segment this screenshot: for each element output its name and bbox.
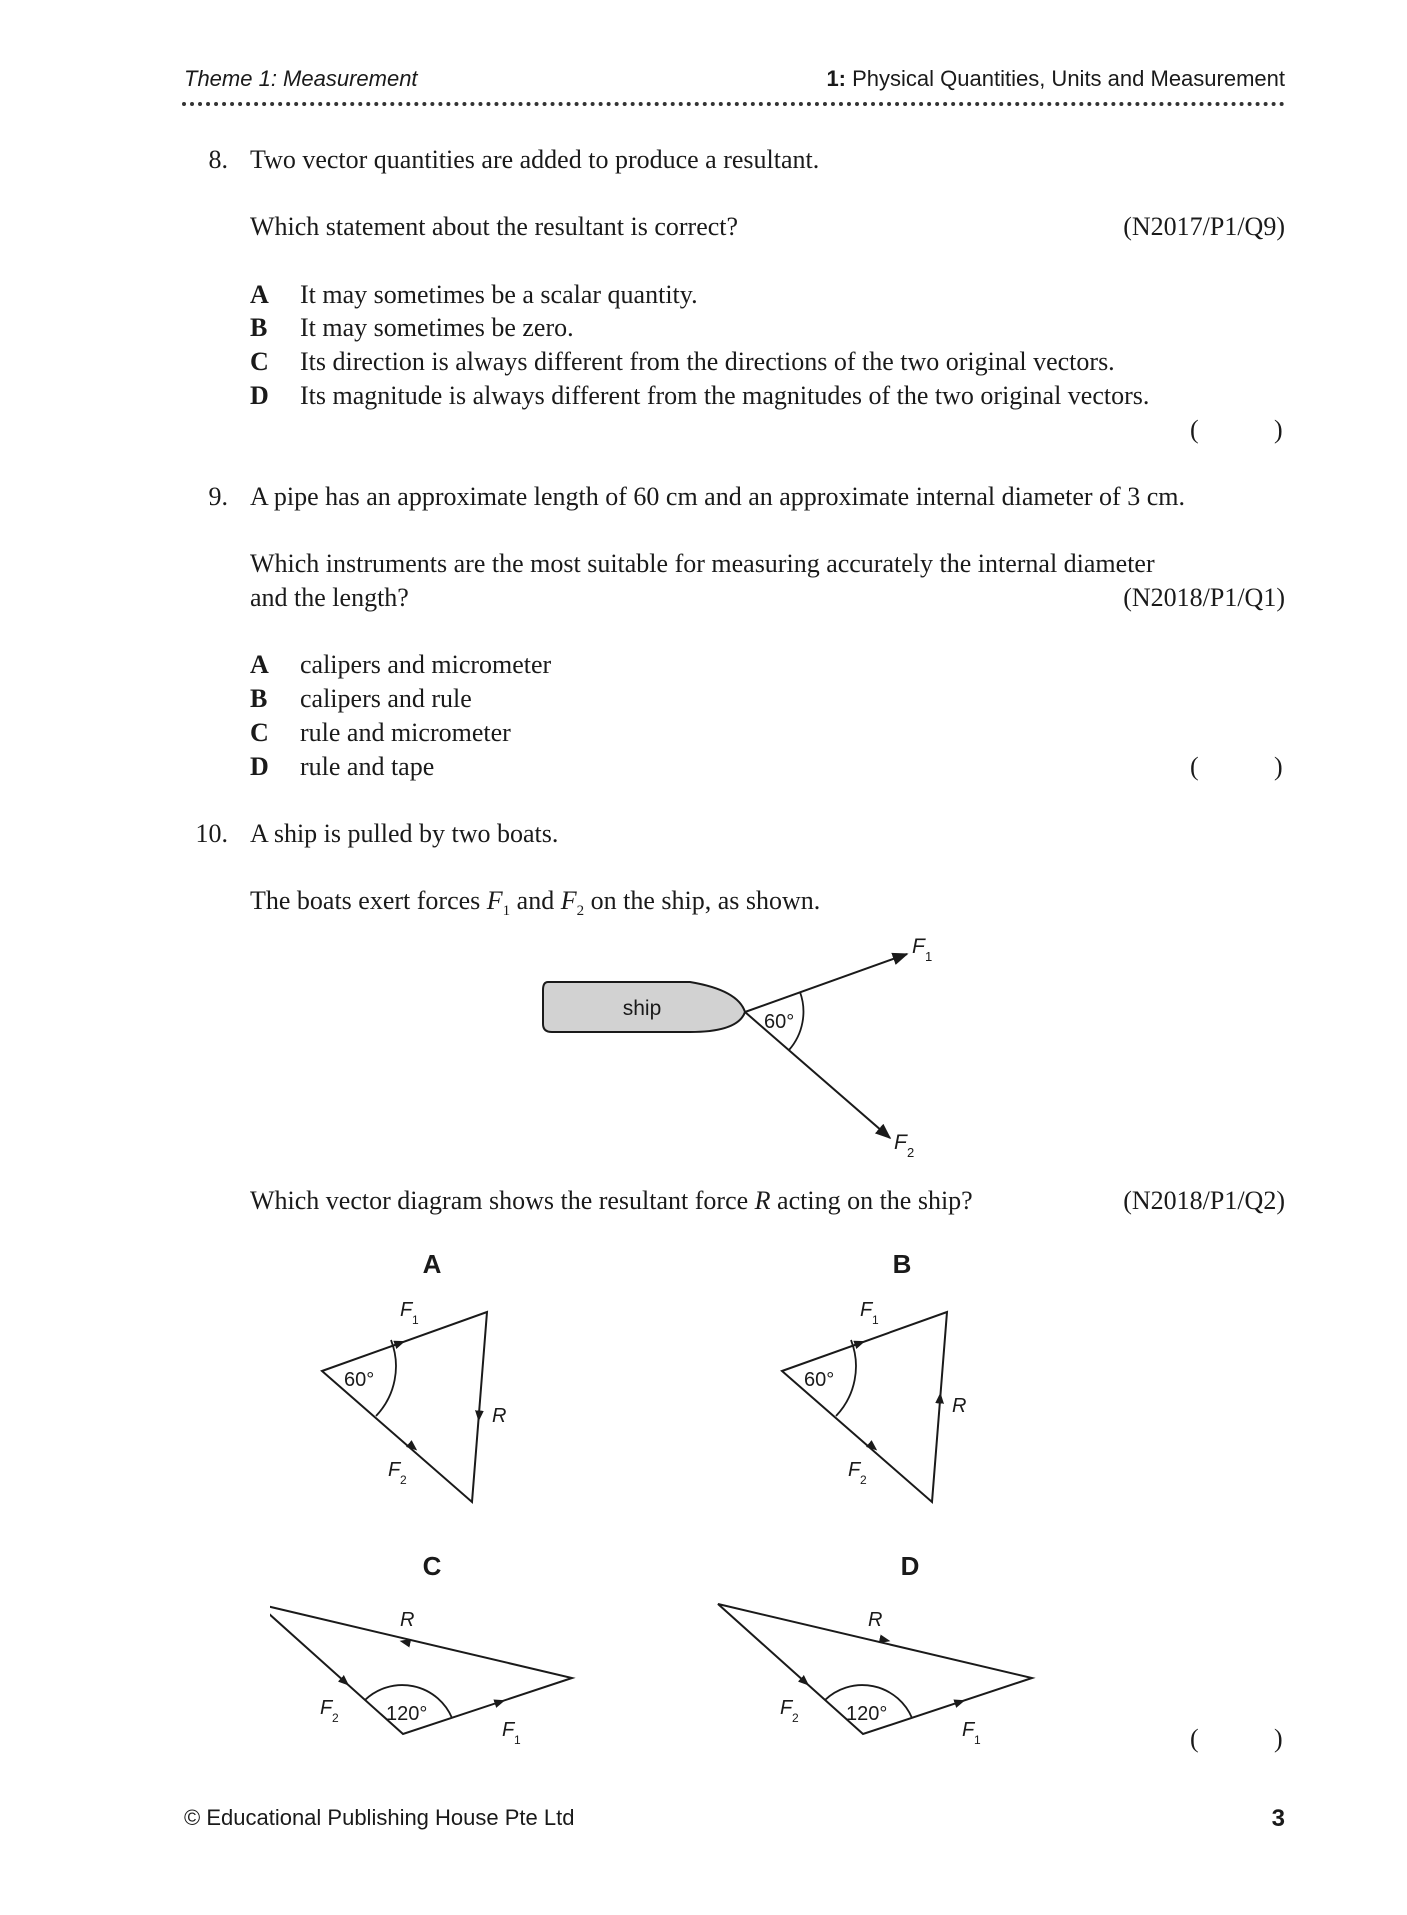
option-b-letter: B xyxy=(892,1249,912,1279)
question-9-number: 9. xyxy=(208,482,228,511)
option-c-angle: 120° xyxy=(386,1703,428,1725)
forces-post: on the ship, as shown. xyxy=(590,886,821,915)
option-d-angle: 120° xyxy=(846,1703,888,1725)
running-header-chapter xyxy=(826,66,1285,92)
vector-diagram-options xyxy=(270,1240,1090,1760)
q9-option-c-letter: C xyxy=(250,718,269,747)
answer-paren-open: ( xyxy=(1190,1724,1199,1753)
option-b-f1: F xyxy=(860,1299,873,1321)
q9-option-d-text[interactable]: rule and tape xyxy=(300,752,435,781)
angle-label-60: 60° xyxy=(764,1011,795,1033)
option-d-f2-sub: 2 xyxy=(792,1711,799,1725)
option-d-r: R xyxy=(868,1609,883,1631)
question-10-stem: A ship is pulled by two boats. xyxy=(250,819,559,848)
forces-and: and xyxy=(516,886,555,915)
option-c-f2: F xyxy=(320,1697,333,1719)
prompt-pre: Which vector diagram shows the resultant force xyxy=(250,1186,749,1215)
chapter-number: 1: xyxy=(826,66,846,91)
option-a-f1: F xyxy=(400,1299,413,1321)
question-10-prompt xyxy=(250,1186,973,1216)
answer-paren-close: ) xyxy=(1274,415,1283,444)
q8-option-d-text[interactable]: Its magnitude is always different from the magnitudes of the two original vectors. xyxy=(300,381,1150,410)
question-9-prompt-line1: Which instruments are the most suitable for measuring accurately the internal diameter xyxy=(250,549,1155,578)
option-a-diagram[interactable] xyxy=(322,1249,506,1502)
q8-answer-box[interactable] xyxy=(1190,415,1300,449)
q9-option-a-letter: A xyxy=(250,650,269,679)
page-number: 3 xyxy=(1271,1805,1285,1832)
option-c-f1: F xyxy=(502,1719,515,1741)
forces-pre: The boats exert forces xyxy=(250,886,481,915)
subscript-1: 1 xyxy=(502,903,511,919)
force-f1-arrow xyxy=(745,954,907,1012)
q9-option-c-text[interactable]: rule and micrometer xyxy=(300,718,511,747)
ship-label: ship xyxy=(622,997,662,1020)
header-divider xyxy=(182,102,1285,106)
option-b-f2: F xyxy=(848,1459,861,1481)
option-c-r: R xyxy=(400,1609,415,1631)
ship-force-diagram xyxy=(520,930,980,1180)
answer-paren-open: ( xyxy=(1190,752,1199,781)
q9-option-d-letter: D xyxy=(250,752,269,781)
force-f-symbol: F xyxy=(560,886,577,915)
q9-option-b-text[interactable]: calipers and rule xyxy=(300,684,472,713)
f2-label: F xyxy=(894,1131,907,1154)
option-c-letter: C xyxy=(422,1551,442,1581)
question-9-prompt-line2: and the length? xyxy=(250,583,409,612)
footer-copyright: © Educational Publishing House Pte Ltd xyxy=(184,1805,575,1830)
option-b-diagram[interactable] xyxy=(782,1249,966,1502)
q9-option-b-letter: B xyxy=(250,684,268,713)
question-8-stem: Two vector quantities are added to produce a resultant. xyxy=(250,145,820,174)
option-c-f2-sub: 2 xyxy=(332,1711,339,1725)
option-a-f1-sub: 1 xyxy=(412,1313,419,1327)
q8-option-a-text[interactable]: It may sometimes be a scalar quantity. xyxy=(300,280,698,309)
option-d-diagram[interactable] xyxy=(718,1551,1032,1747)
option-c-diagram[interactable] xyxy=(270,1551,572,1747)
option-b-f1-sub: 1 xyxy=(872,1313,879,1327)
f1-label: F xyxy=(912,935,925,958)
running-header-theme: Theme 1: Measurement xyxy=(184,66,418,91)
question-9-stem: A pipe has an approximate length of 60 cm and an approximate internal diameter of 3 cm. xyxy=(250,482,1185,511)
option-a-r: R xyxy=(492,1405,507,1427)
option-a-f2: F xyxy=(388,1459,401,1481)
q8-option-d-letter: D xyxy=(250,381,269,410)
answer-paren-open: ( xyxy=(1190,415,1199,444)
option-d-f1-sub: 1 xyxy=(974,1733,981,1747)
option-c-f1-sub: 1 xyxy=(514,1733,521,1747)
q8-option-c-letter: C xyxy=(250,347,269,376)
f1-subscript: 1 xyxy=(925,949,933,964)
question-9-source: (N2018/P1/Q1) xyxy=(1123,583,1285,612)
option-b-r: R xyxy=(952,1395,967,1417)
option-d-f1: F xyxy=(962,1719,975,1741)
question-10-source: (N2018/P1/Q2) xyxy=(1123,1186,1285,1215)
prompt-post: acting on the ship? xyxy=(777,1186,973,1215)
q8-option-b-letter: B xyxy=(250,313,268,342)
option-a-angle: 60° xyxy=(344,1369,375,1391)
q8-option-c-text[interactable]: Its direction is always different from the directions of the two original vectors. xyxy=(300,347,1115,376)
option-d-f2: F xyxy=(780,1697,793,1719)
question-8-prompt: Which statement about the resultant is correct? xyxy=(250,212,739,241)
question-10-number: 10. xyxy=(195,819,228,848)
chapter-title: Physical Quantities, Units and Measurement xyxy=(852,66,1285,91)
answer-paren-close: ) xyxy=(1274,752,1283,781)
subscript-2: 2 xyxy=(576,903,585,919)
answer-paren-close: ) xyxy=(1274,1724,1283,1753)
question-8-number: 8. xyxy=(208,145,228,174)
force-f-symbol: F xyxy=(486,886,503,915)
resultant-symbol: R xyxy=(754,1186,771,1215)
q9-option-a-text[interactable]: calipers and micrometer xyxy=(300,650,552,679)
option-d-letter: D xyxy=(900,1551,920,1581)
option-a-f2-sub: 2 xyxy=(400,1473,407,1487)
q8-option-a-letter: A xyxy=(250,280,269,309)
option-b-f2-sub: 2 xyxy=(860,1473,867,1487)
question-8-source: (N2017/P1/Q9) xyxy=(1123,212,1285,241)
question-10-forces-sentence xyxy=(250,886,820,920)
option-a-letter: A xyxy=(422,1249,442,1279)
f2-subscript: 2 xyxy=(907,1145,915,1160)
q9-answer-box[interactable] xyxy=(1190,752,1300,786)
q8-option-b-text[interactable]: It may sometimes be zero. xyxy=(300,313,574,342)
q10-answer-box[interactable] xyxy=(1190,1724,1300,1758)
option-b-angle: 60° xyxy=(804,1369,835,1391)
